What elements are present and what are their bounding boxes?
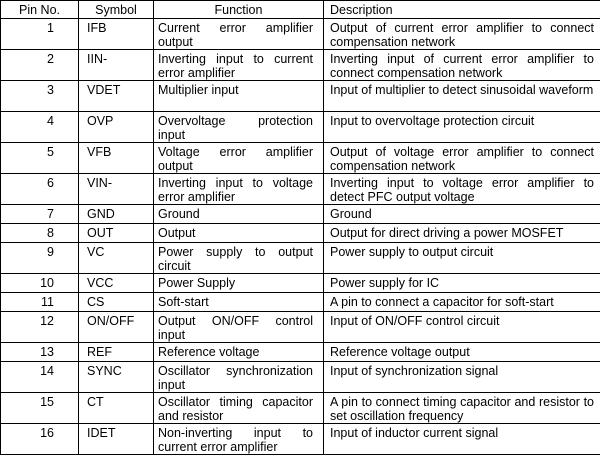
symbol-cell: VCC [79,274,154,293]
table-row [1,174,600,205]
function-cell: Power supply to output circuit [154,243,324,274]
function-cell: Oscillator synchronization input [154,362,324,393]
symbol-cell: VC [79,243,154,274]
table-row [1,81,600,112]
pin-number-cell: 11 [1,293,79,312]
table-row [1,274,600,293]
table-row [1,224,600,243]
function-cell: Power Supply [154,274,324,293]
function-cell: Voltage error amplifier output [154,143,324,174]
function-cell: Inverting input to voltage error amplifier [154,174,324,205]
description-cell: A pin to connect a capacitor for soft-start [324,293,600,312]
table-row [1,362,600,393]
description-cell: Power supply for IC [324,274,600,293]
symbol-cell: OUT [79,224,154,243]
symbol-cell: CS [79,293,154,312]
pin-number-cell: 16 [1,424,79,455]
description-cell: Input of synchronization signal [324,362,600,393]
description-cell: Input of ON/OFF control circuit [324,312,600,343]
symbol-cell: VFB [79,143,154,174]
function-cell: Output ON/OFF control input [154,312,324,343]
pin-number-cell: 1 [1,19,79,50]
function-cell: Soft-start [154,293,324,312]
table-row [1,143,600,174]
table-row [1,19,600,50]
symbol-cell: IFB [79,19,154,50]
description-cell: Output of voltage error amplifier to connect compensation network [324,143,600,174]
description-cell: Inverting input of current error amplifier to connect compensation network [324,50,600,81]
function-cell: Overvoltage protection input [154,112,324,143]
function-cell: Current error amplifier output [154,19,324,50]
symbol-cell: ON/OFF [79,312,154,343]
symbol-cell: CT [79,393,154,424]
description-cell: Input to overvoltage protection circuit [324,112,600,143]
header-description: Description [324,1,600,19]
symbol-cell: OVP [79,112,154,143]
description-cell: Reference voltage output [324,343,600,362]
description-cell: Output of current error amplifier to connect compensation network [324,19,600,50]
function-cell: Oscillator timing capacitor and resistor [154,393,324,424]
symbol-cell: IDET [79,424,154,455]
pin-number-cell: 6 [1,174,79,205]
symbol-cell: VIN- [79,174,154,205]
pin-number-cell: 4 [1,112,79,143]
description-cell: A pin to connect timing capacitor and resistor to set oscillation frequency [324,393,600,424]
table-row [1,343,600,362]
description-cell: Inverting input to voltage error amplifier to detect PFC output voltage [324,174,600,205]
table-row [1,50,600,81]
description-cell: Power supply to output circuit [324,243,600,274]
function-cell: Inverting input to current error amplifier [154,50,324,81]
function-cell: Ground [154,205,324,224]
pin-number-cell: 12 [1,312,79,343]
symbol-cell: VDET [79,81,154,112]
symbol-cell: IIN- [79,50,154,81]
description-cell: Input of multiplier to detect sinusoidal waveform [324,81,600,112]
pin-number-cell: 5 [1,143,79,174]
table-row [1,424,600,455]
pin-number-cell: 8 [1,224,79,243]
symbol-cell: REF [79,343,154,362]
pin-number-cell: 10 [1,274,79,293]
pin-number-cell: 15 [1,393,79,424]
description-cell: Output for direct driving a power MOSFET [324,224,600,243]
pin-number-cell: 3 [1,81,79,112]
table-row [1,312,600,343]
table-row [1,393,600,424]
pin-number-cell: 9 [1,243,79,274]
description-cell: Input of inductor current signal [324,424,600,455]
table-row [1,112,600,143]
header-symbol: Symbol [79,1,154,19]
table-row [1,205,600,224]
description-cell: Ground [324,205,600,224]
function-cell: Output [154,224,324,243]
header-pin-no: Pin No. [1,1,79,19]
symbol-cell: GND [79,205,154,224]
function-cell: Multiplier input [154,81,324,112]
pin-number-cell: 7 [1,205,79,224]
header-row [1,1,600,19]
header-function: Function [154,1,324,19]
pin-number-cell: 13 [1,343,79,362]
function-cell: Reference voltage [154,343,324,362]
table-row [1,293,600,312]
pin-number-cell: 14 [1,362,79,393]
table-row [1,243,600,274]
pin-number-cell: 2 [1,50,79,81]
function-cell: Non-inverting input to current error amplifier [154,424,324,455]
symbol-cell: SYNC [79,362,154,393]
